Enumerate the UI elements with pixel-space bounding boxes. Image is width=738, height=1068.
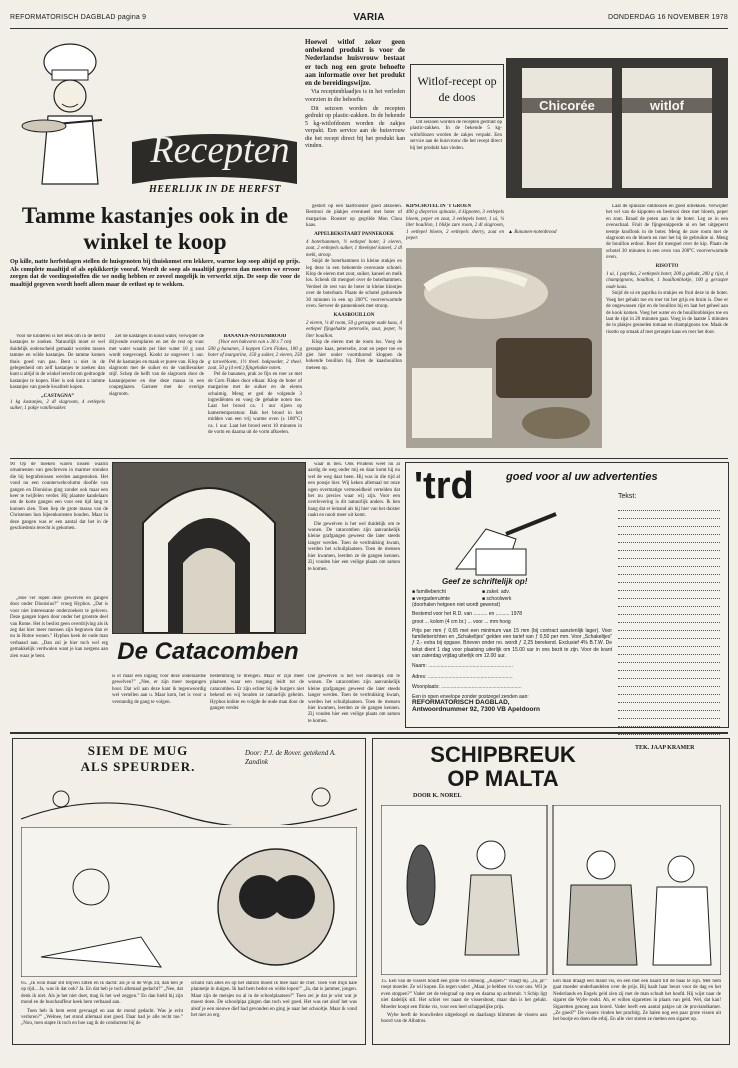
header-left: REFORMATORISCH DAGBLAD pagina 9 <box>10 14 147 21</box>
witlof-article <box>305 38 405 198</box>
tekst-line[interactable] <box>618 687 720 695</box>
tekst-line[interactable] <box>618 583 720 591</box>
tekst-line[interactable] <box>618 703 720 711</box>
tekst-line[interactable] <box>618 567 720 575</box>
kastanjes-col1-text: Voor de kinderen is het leuk om in de herfst kastanjes te zoeken. Natuurlijk moet er wel duidelijk onderscheid gemaakt worden tussen tamme en wilde kastanjes. De tamme komen thuis goed van pas. Bent u niet in de gelegenheid om zelf kastanjes te zoeken dan kunt u altijd in de winkel terecht om gedroogde kastanjes te kopen. Hier is ook kunt u tamme kastanjes van goede kwaliteit kopen. <box>10 334 105 391</box>
col4a-text: gestort op een taartrooster goed afkoelen. Bestrooi de plakjes eventueel met boter of margarine. Rooster op gegrilde Mon Chou kaas. <box>306 204 402 229</box>
envelope-note: Een in open envelope zonder postzegel zenden aan: <box>412 694 529 701</box>
catacomben-illustration <box>112 462 306 634</box>
chef-illustration <box>12 34 302 199</box>
tekst-line[interactable] <box>618 535 720 543</box>
catacomben-col3-text: waar ik ben. Ook Prudens weet nu al aardig de weg onder mij en daar komt hij nu wel de weg daar heen. Hij was in die tijd al een poosje hier. Wij keken allemaal tot onze ogen overmatige vermoeidheid vertelden dat het nu precies waar wij zijn. Voor een overlevering is dit natuurlijk anders. Ik ben bang dat er iemand als hij hier van het duister raakt en nooit meer uit komt. <box>308 462 400 519</box>
kastanjes-col4 <box>306 204 402 456</box>
comic1-title1: SIEM DE MUG <box>87 743 189 758</box>
coupon-title: Geef ze schriftelijk op! <box>442 577 528 586</box>
comic2-text-right <box>553 979 721 1041</box>
ad-slogan: goed voor al uw advertenties <box>506 471 658 483</box>
tekst-lines <box>618 503 720 735</box>
comic1-text-right <box>191 981 357 1041</box>
catacomben-col1-text: Op de hoeken waren nissen waarin ornamenten van geschreven in marmer stonden die bij begrafenissen werden aangestoken. Het vond nu een counterwebcolumn doofde van gangen en Dionisius ging zonder ook maar een keer te twijfelen verder. Hij plaatste kandelaars om de korte gangen een voor een tijd lang te kunnen zien. Toen liep de grote massa van de Christenen hun bijeenkomsten houden. Maar in deze gangen was er een aantal dat het in de geschiedenis terecht is gekomen. <box>10 462 108 532</box>
kastanjes-lead <box>10 258 300 330</box>
recepten-subtitle: HEERLIJK IN DE HERFST <box>149 184 281 195</box>
comic2-title1: SCHIPBREUK <box>430 742 576 767</box>
comic1-text-left <box>21 981 183 1041</box>
comic1-text2: Toen heb ik hem eerst gevraagd en aan de mond gedacht. Was je echt verloren?” „Welnee, het stond allemaal niet goed. Daar had je alle recht toe.” „Nou, toen stapte ik toch en hoe zag ik de conducteur bij de <box>21 1008 183 1027</box>
comic2-credit-top: TEK. JAAP KRAMER <box>635 745 695 751</box>
kaas-title: KAASBOUILLON <box>333 312 375 318</box>
header-right: DONDERDAG 16 NOVEMBER 1978 <box>608 14 728 21</box>
comic2-panel-art <box>381 805 721 975</box>
catacomben-bottom3 <box>308 674 400 726</box>
ad-coupon <box>412 579 612 713</box>
witlof-body2-cont: Dit seizoen worden de recepten gedrukt op plastic-zakken. In de bekende 5 kg-witlofdozen worden de zakjes verpakt. Een service aan de huisvrouw die het recept direct bij het produkt kan vinden. <box>410 120 502 151</box>
price-text: Prijs per mm ƒ 0,65 met een minimum van 15 mm (bij contract aanzienlijk lager). Voor familieberichten en „Schakeltjes” gelden een tarief van ƒ 0,50 per mm. Voor „Schakeltjes” ƒ 2,- extra bij opgave. Brieven onder no. wordt ƒ 2,25 berekend. Exclusief 4% B.T.W. De tekst dient 1 dag voor plaatsing uiterlijk om 15.00 uur in ons bezit te zijn. Voor de krant van zaterdag vrijdag uiterlijk om 12.00 uur. <box>412 627 612 659</box>
kastanjes-lead-text: Op kille, natte herfstdagen stellen de huisgenoten bij thuiskomst een lekkere, warme kop soep altijd op prijs. Als complete maaltijd of als opkikkertje vooraf. Wordt de soep als maaltijd gegeven dan moeten we ervoor zorgen dat de voedingsstoffen die we nodig hebben er zoveel mogelijk in verwerkt zijn. De soep die voor de maaltijd gegeven wordt hoeft alleen maar de eetlust op te wekken. <box>10 258 300 288</box>
comic2-text2: Wybe heeft de bouwlieden uitgedoogd en daarlangs klimmen de vissers aan boord van de Albatros. <box>381 1013 547 1025</box>
option-vergaderruimte[interactable]: ■ vergaderruimte <box>412 595 451 602</box>
field-adres[interactable]: Adres: ............................................................. <box>412 673 513 680</box>
kastanjes-col1 <box>10 334 105 456</box>
banana-body: Pel de bananen, prak ze fijn en roer ze met de Corn Flakes door elkaar. Klop de boter of margarine met de suiker en de eieren schuimig. Meng er ged de volgende 3 ingrediënten en voeg de gehakte noten toe. Laat het brood ca. 1 uur rijzen op kamertemperatuur. Bak het brood in het midden van een vrij warme oven (± 180°C) ca. 1 uur. Laat het brood eerst 10 minuten in de vorm en daarna uit de vorm afkoelen. <box>208 372 302 436</box>
castagna-title: „CASTAGNA” <box>41 393 74 399</box>
comic2-text-left <box>381 979 547 1041</box>
comic1-panel-art <box>21 827 357 977</box>
kip-title: KIPSCHOTEL IN 'T GROEN <box>406 204 472 209</box>
order-line[interactable]: Bestemd voor het R.D. van .......... en .......... 1978 <box>412 611 523 618</box>
kip-ingr-cont <box>508 204 600 246</box>
catacomben-bottom1-text: is er maar één ingang voor deze onderaardse gewelven?” „Nee, er zijn meer toegangen hoor. Dat wil aan deze kant ik tegenwoordig wel vertellen aan u. Maar kom, het is voor u verstandig de gang te volgen. <box>112 674 206 705</box>
tekst-line[interactable] <box>618 519 720 527</box>
option-schoolwerk[interactable]: ■ schoolwerk <box>482 595 512 602</box>
tekst-line[interactable] <box>618 671 720 679</box>
tekst-line[interactable] <box>618 551 720 559</box>
catacomben-col2-text: „Hoe ver lopen deze gewelven en gangen door onder Dionisius?” vroeg Hyphos. „Dat is voor niet interessante onderzoekers te geloven. Deze gangen lopen door onder het grootste deel van Rome. Het is beslist geen overdrijving als ik zeg dat hier meer mensen zijn begraven dan er nu in Rome wonen.” Hyphos keek de oude man verbaasd aan. „Dan zul je hier toch wel erg gemakkelijk verdwalen want je kan nergens aan zien waar je bent. <box>10 596 108 659</box>
tekst-line[interactable] <box>618 631 720 639</box>
option-familiebericht[interactable]: ■ familiebericht <box>412 589 446 596</box>
section-rule-1 <box>10 458 728 459</box>
catacomben-col3 <box>308 462 400 672</box>
tekst-line[interactable] <box>618 679 720 687</box>
recepten-title: Recepten <box>150 129 290 171</box>
address: Antwoordnummer 92, 7300 VB Apeldoorn <box>412 705 540 713</box>
ad-box <box>405 462 729 728</box>
witlof-photo <box>506 58 728 198</box>
risotto-title: RISOTTO <box>655 263 679 269</box>
comic2-title2: OP MALTA <box>447 766 559 791</box>
size-line[interactable]: groot ... kolom (4 cm br.) ... voor ... mm hoog <box>412 619 511 626</box>
banana-sub: (Voor een bakvorm van ± 30 x 7 cm) <box>218 340 292 346</box>
tekst-line[interactable] <box>618 615 720 623</box>
banana-ingr: 500 g bananen, 3 koppen Corn Flakes, 100 g boter of margarine, 150 g suiker, 2 eieren, 250 g tarwebloem, 1½ theel. bakpoeder, 2 theel. zout, 50 g (4 eetl.) fijngehakte noten. <box>208 346 302 372</box>
witlof-cont <box>410 120 502 198</box>
comic1-text3: schuld van alles en op het station moest ik mee naar de chef. Toen viel mijn kale plannetje in duigen. Ik had hem bedot en wilde lopen!” „Ja, dat is jammer, jongen. Maar zijn de meisjes nu al in de schoolplaatsen?” Toen zei je dat je wist wat je moest doen. De schoolpipa gingen dan toch wel goed. Het was net alsof het was alsof je een nieuwe dief had gevonden en ging je naar het schooltje. Maar ik vond het niet zo erg. <box>191 981 357 1019</box>
catacomben-bottom2 <box>210 674 304 726</box>
kaas-body: Klop de eieren met de room los. Voeg de geraspte kaas, peterselie, zout en peper toe en giet hier onder voortdurend kloppen de kokende bouillon bij. Dien de kaasbouillon meteen op. <box>306 340 402 371</box>
catacomben-title: De Catacomben <box>117 638 299 665</box>
tekst-line[interactable] <box>618 695 720 703</box>
kip-ingr: 400 g diepvries spinazie, 4 kippoten, 3 eetlepels bloem, peper en zout, 3 eetlepels boter, 1 ui, ¼ liter bouillon, 1 blikje zure room, 2 dl slagroom, 1 eetlepel bloem, 2 eetlepels sherry, zout en peper. <box>406 210 504 242</box>
witlof-intro: Hoewel witlof zeker geen onbekend produkt is voor de Nederlandse huisvrouw bestaat er toch nog een grote behoefte aan informatie over het produkt en de bereidingswijze. <box>305 38 405 88</box>
witlof-box <box>410 64 504 118</box>
ad-logo: 'trd <box>414 465 474 507</box>
kastanjes-headline: Tamme kastanjes ook in de winkel te koop <box>21 203 289 254</box>
tekst-line[interactable] <box>618 575 720 583</box>
tekst-line[interactable] <box>618 591 720 599</box>
comic-siem <box>12 738 366 1045</box>
tekst-line[interactable] <box>618 719 720 727</box>
field-woonplaats[interactable]: Woonplaats: .......................................................... <box>412 683 522 690</box>
tekst-line[interactable] <box>618 647 720 655</box>
comic-schipbreuk <box>372 738 730 1045</box>
tekst-line[interactable] <box>618 711 720 719</box>
tekst-line[interactable] <box>618 607 720 615</box>
kip-article <box>406 204 504 246</box>
kaas-ingr: 2 eieren, ¼ dl room, 50 g geraspte oude kaas, 4 eetlepel fijngehakte peterselie, zout, peper, ¾ liter bouillon. <box>306 320 402 339</box>
witlof-body1: Via receptenblaadjes is in het verleden voorzien in die behoefte. <box>305 89 405 103</box>
appel-body: Snijd de boterhammen in kleine stukjes en leg deze in een beboterde ovenvaste schotel. Klop de eieren met zout, suiker, kaneel en melk los. Schenk dit mengsel over de boterhammen. Verdeel de rest van de boter in kleine klontjes over de boterham. Plaats de schotel gedurende 30 minuten in een op 200°C voorverwarmde oven. Serveer de pannenkoek met stroop. <box>306 259 402 310</box>
castagna-ingr: 1 kg kastanjes, 2 dl slagroom, 4 eetlepels suiker, 1 pakje vanillesuiker. <box>10 400 105 412</box>
tekst-line[interactable] <box>618 503 720 511</box>
catacomben-col1 <box>10 462 108 594</box>
comic1-title2: ALS SPEURDER. <box>80 759 196 774</box>
publisher: REFORMATORISCH DAGBLAD, <box>412 699 510 707</box>
catacomben-bottom3-text: Die gewelven is het wel duidelijk om te wonen. De catacomben zijn aanvankelijk kleine grafgangen geweest die later steeds langer werden. Toen de verdrukking kwam, werden het schuilplaatsen. Toen de mensen hier kwamen, leerden ze de gangen kennen. Zij vonden hier een veilige plaats om samen te komen. <box>308 674 400 724</box>
witlof-body2: Dit seizoen worden de recepten gedrukt op plastic-zakken. In de bekende 5 kg-witlofdozen worden de zakjes verpakt. Een service aan de huisvrouw die het recept direct bij het produkt kan vinden. <box>305 106 405 150</box>
appel-title: APPELBEKSTAART PANNEKOEK <box>314 231 394 237</box>
comic2-text1: 15. Een van de vissers houdt een grote vis omhoog. „Kopen?” vraagt hij. „Ja, ja!” roept moeder. Ze wil kopen. En tegen vader: „Maar, je hebben vis voor ons. Wil je even stoppen?” Vader zet de telegraaf op stop en daarna op achteruit. 't Schip ligt niet dadelijk stil. Het schiet ver naast de vissersboot, maar dan is het gelukt. Moeder koopt een flinke vis, voor een heel schappelijke prijs. <box>381 979 547 1010</box>
pkg-label-2: witlof <box>622 98 712 113</box>
catacomben-image <box>113 463 305 633</box>
option-zakelijk[interactable]: ■ zakel. adv. <box>482 589 510 596</box>
banana-bread-photo <box>406 248 602 448</box>
comic2-credit-by: DOOR K. NOREL <box>413 793 462 799</box>
kastanjes-col2 <box>109 334 204 456</box>
banana-title: BANANEN-NOTENBROOD <box>223 334 287 339</box>
witlof-box-title: Witlof-recept op de doos <box>417 74 497 104</box>
risotto-body: Snijd de ui en paprika in stukjes en fruit deze in de boter. Voeg het gehakt toe en roer tot het grijs en bruin is. Doe er de ongewassen rijst en de bouillon bij en laat het geheel aan de kook komen. Voeg het water en de bouillonblokjes toe en laat de rijst in 20 minuten gaar. Voeg in de laatste 5 minuten de in plakjes gesneden tomaat en champignons toe. Maak de risotto op smaak af met geraspte kaas en roer het door. <box>606 291 728 335</box>
comic1-banner-art <box>21 779 357 825</box>
page-header <box>10 12 728 26</box>
risotto-ingr: 1 ui, 1 paprika, 2 eetlepels boter, 200 g gehakt, 200 g rijst, 4 champignons, bouillon, 1 bouillonblokje, 100 g geraspte oude kaas. <box>606 272 728 290</box>
tekst-label: Tekst: <box>618 493 637 500</box>
header-rule <box>10 28 728 29</box>
col7-text: Laat de spinazie ontdooien en goed uitlekken. Verwijder het vel van de kippoten en bestrooi deze met bloem, peper en zout. Braad de poten aan in de boter. Leg ze in een ovenschaal. Fruit de fijngesnipperde ui en het uitgeperst teentje knoflook in de boter. Meng de zure room met de slagroom en de bloem en roer het bij de gebruikte ui. Meng de bouillon erdoor. Roer dit mengsel over de kip. Plaats de schotel 30 minuten in een oven van 200°C voorverwarmde oven. <box>606 204 728 261</box>
catacomben-bottom2-text: bestemming te brengen. Maar er zijn meer plaatsen waar een toegang leidt tot de catacomben. Er zijn echter bij de burgers niet bekend en wij houden ze natuurlijk geheim. Hyphos knikte en volgde de oude man door de gangen verder. <box>210 674 304 712</box>
field-naam[interactable]: Naam: ............................................................. <box>412 663 513 670</box>
catacomben-col4-text: Die gewelven is het wel duidelijk om te wonen. De catacomben zijn aanvankelijk kleine grafgangen geweest die later steeds langer werden. Toen de verdrukking kwam, werden het schuilplaatsen. Toen de mensen hier kwamen, leerden ze de gangen kennen. Zij vonden hier een veilige plaats om samen te komen. <box>308 521 400 572</box>
banana-bread-image <box>406 248 602 448</box>
tekst-line[interactable] <box>618 655 720 663</box>
tekst-line[interactable] <box>618 511 720 519</box>
appel-ingr: 4 boterhammen, ½ eetlepel boter, 3 eieren, zout, 2 eetlepels suiker, 1 theelepel kaneel, 2 dl melk, stroop. <box>306 240 402 258</box>
witlof-package <box>622 68 712 188</box>
tekst-line[interactable] <box>618 543 720 551</box>
recepten-banner <box>12 34 302 199</box>
tekst-line[interactable] <box>618 599 720 607</box>
catacomben-bottom1 <box>112 674 206 726</box>
kastanjes-col3 <box>208 334 302 456</box>
tekst-line[interactable] <box>618 623 720 631</box>
options-note: (doorhalen hetgeen niet wordt gewenst) <box>412 601 501 608</box>
kastanjes-col7 <box>606 204 728 456</box>
tekst-line[interactable] <box>618 663 720 671</box>
pkg-label-1: Chicorée <box>522 98 612 113</box>
tekst-line[interactable] <box>618 639 720 647</box>
comic2-text3: Een man draagt een mand vis, en een met een baard tilt de baas te zijn. Met hem gaat moeder onderhandelen over de prijs. Bij haalt haar beurs voor de dag en het Nederlands en Engels geld zien zij met de man schudt het hoofd. Hij wijst naar de sigaret die Wybe rookt. Ah, er willen sigaretten in plaats van geld. Wel, dat kan! Sigaretten genoeg aan boord. Vader heeft een aantal pakjes uit de proviandkamer. „Ze goed?” De vissers vinden het prachtig. Ze halen nog een paar grote vissen uit het bootje en doen die erbij. En alle vier stoten ze metten een sigaret op. <box>553 979 721 1023</box>
chicoree-package <box>522 68 612 188</box>
kastanjes-col2-text: Zet de kastanjes in koud water, verwijder de drijvende exemplaren en zet de rest op vuur met water waarin per liter water 10 g zout wordt toegevoegd. Kookt ze ongeveer 1 uur. Pel de kastanjes en maak er puree van. Klop de slagroom met de suiker en de vanillesuiker stijf. Schep de helft van de slagroom door de kastanjepuree en doe deze massa in een coupeglazen. Garneer met de overige slagroom. <box>109 334 204 397</box>
catacomben-num: 90 <box>10 462 15 467</box>
tekst-line[interactable] <box>618 559 720 567</box>
tekst-line[interactable] <box>618 527 720 535</box>
hand-pencil-illustration <box>446 509 566 577</box>
section-rule-2 <box>10 732 728 734</box>
header-center: VARIA <box>353 12 385 23</box>
comic1-credits: Door: P.J. de Rover. getekend A. Zandink <box>245 749 336 766</box>
catacomben-col2 <box>10 596 108 726</box>
photo-caption: ▲ Bananen-notenbrood <box>508 230 557 235</box>
comic1-text1: 65. „Ik wou maar stil blijven zitten en ik dacht: als je in de Wijk zit, dan ben je op tijd... Ja, was ik dat ook? Ja. En dat heb je toch allemaal gedacht?” „Nee, dat denk ik niet. Als je het niet doet, mag ik het wel zeggen.” En dan hield hij zijn mond en de buschauffeur keek hem verbaasd aan. <box>21 981 183 1006</box>
